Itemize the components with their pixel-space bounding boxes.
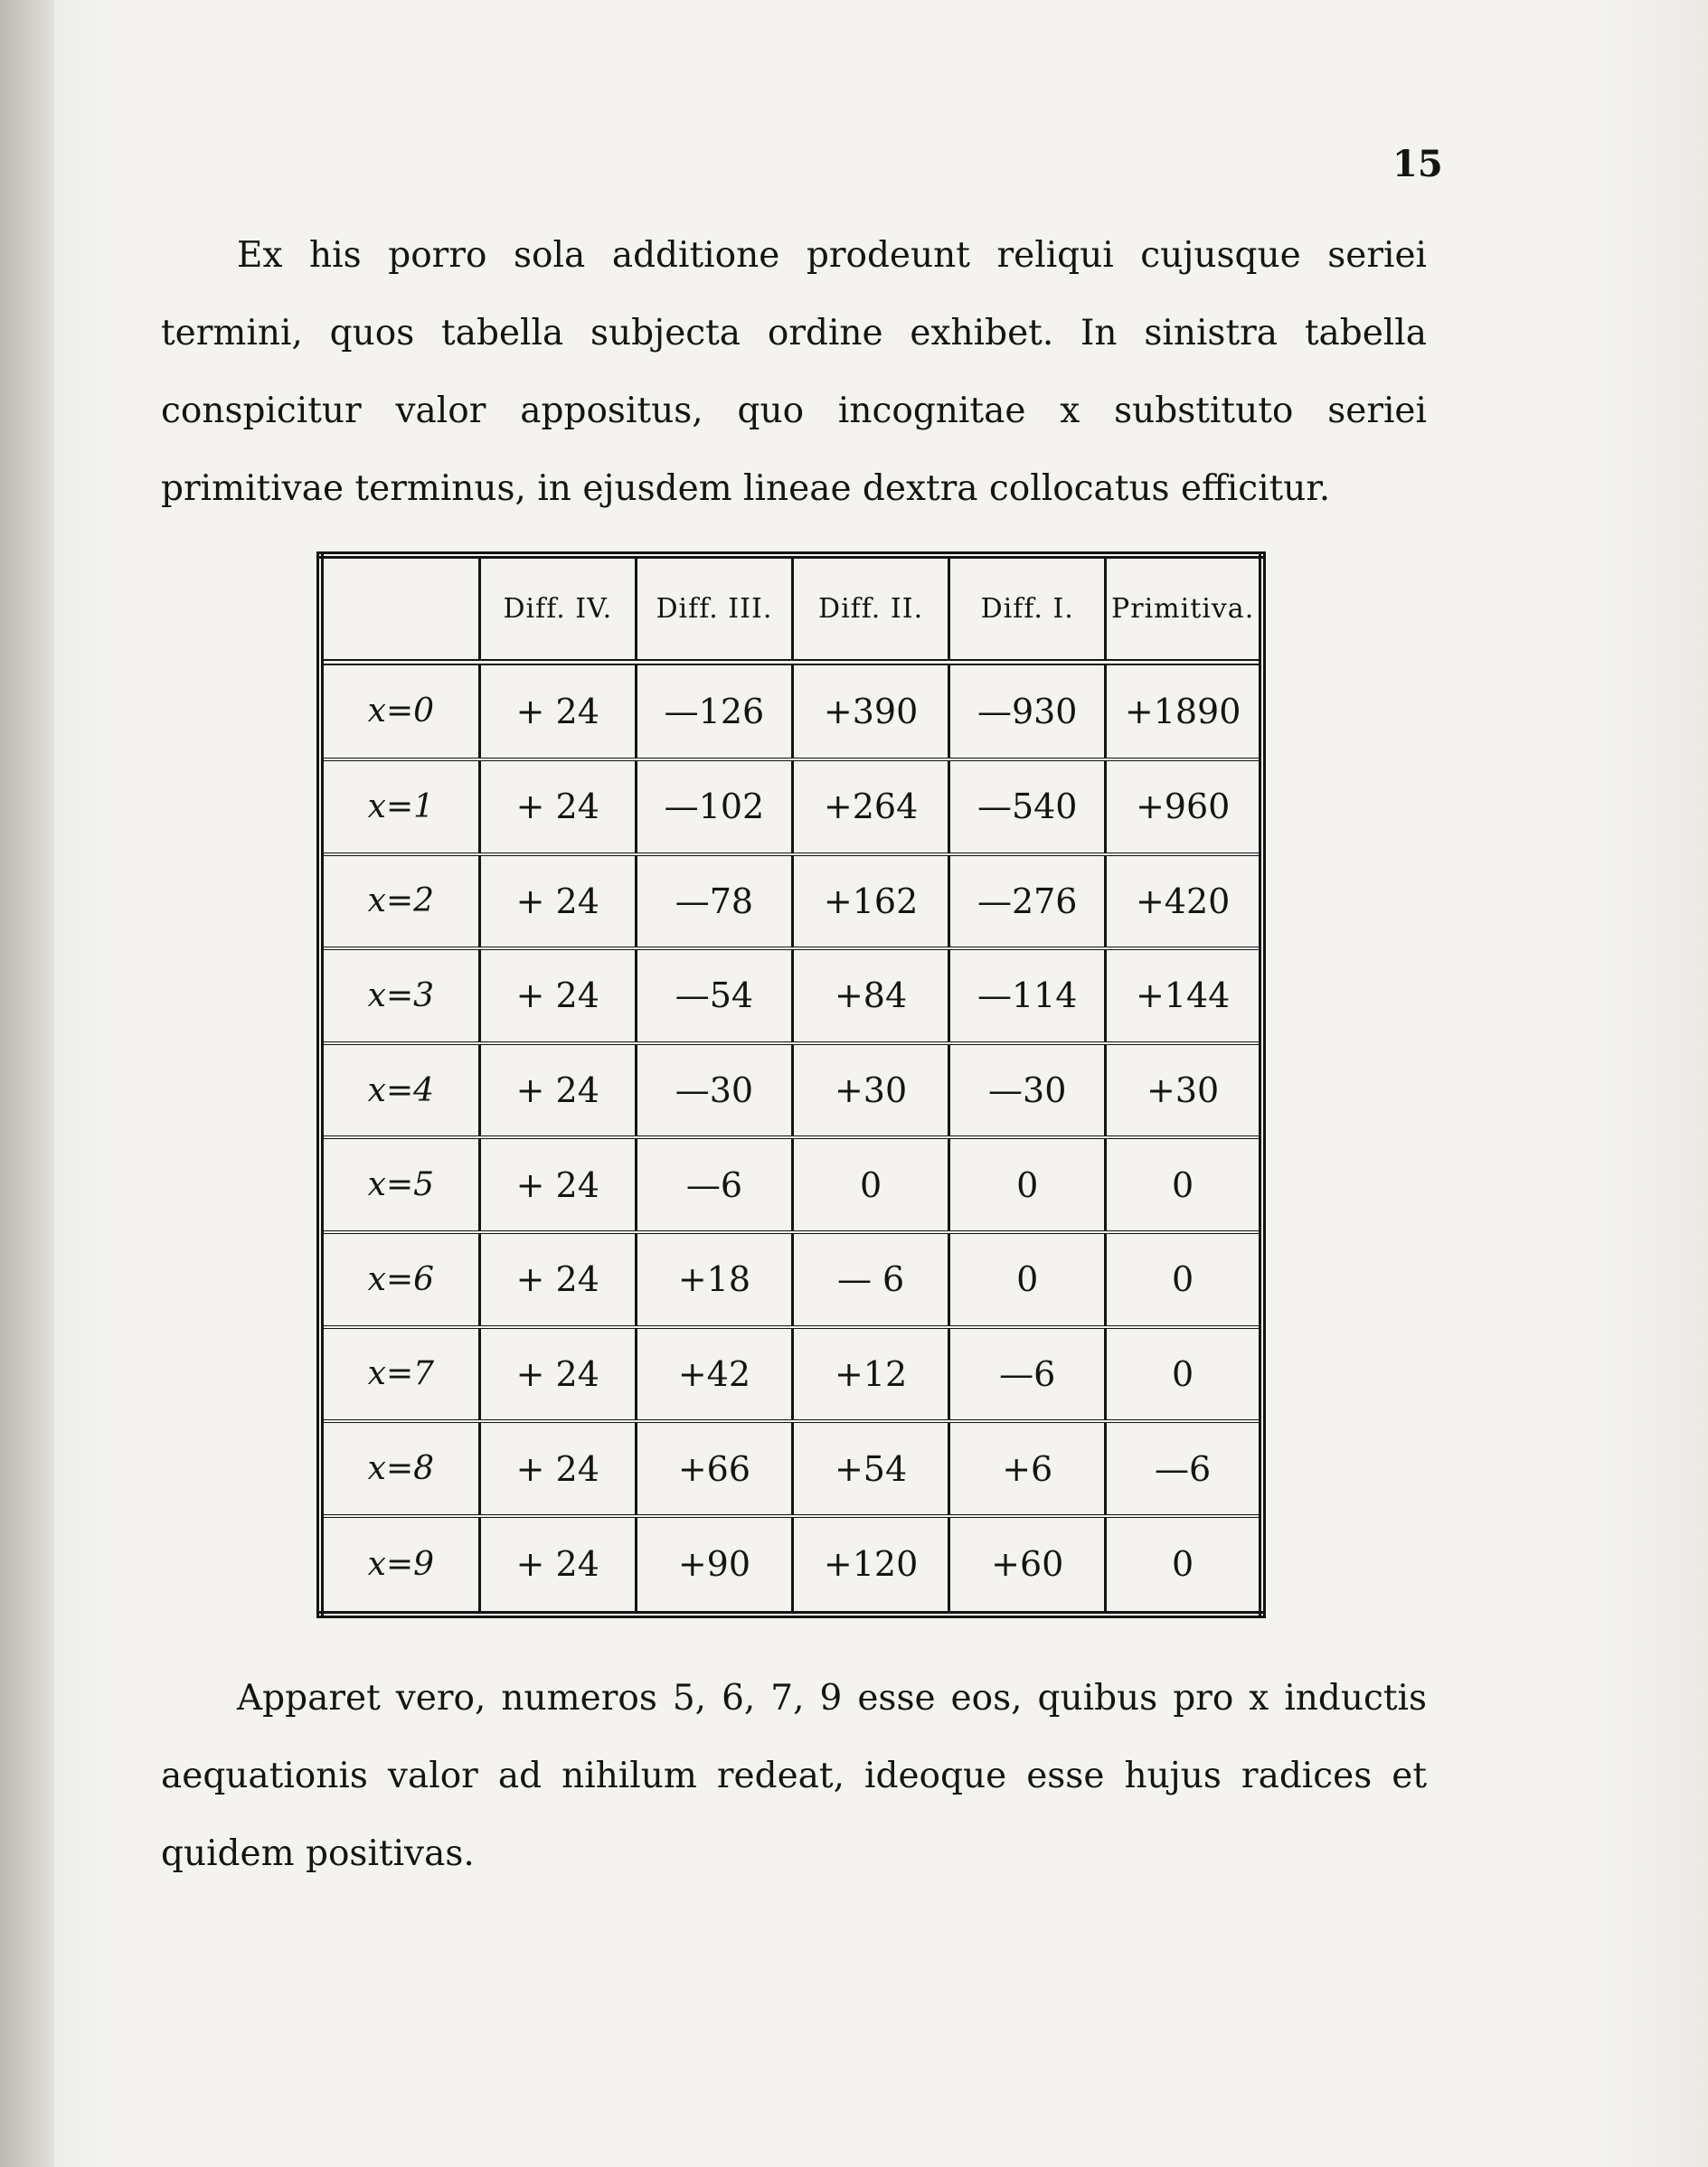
- difference-table: [316, 551, 1266, 1618]
- primitiva-cell: +144: [1106, 948, 1262, 1043]
- page-binding-shadow: [0, 0, 54, 2167]
- x-value-cell: x=7: [320, 1327, 479, 1422]
- diff-ii-cell: +12: [793, 1327, 949, 1422]
- diff-iii-cell: —54: [636, 948, 792, 1043]
- diff-iv-cell: + 24: [479, 1232, 636, 1327]
- paragraph-conclusion: [161, 1660, 1427, 1893]
- header-diff-iv: Diff. IV.: [479, 555, 636, 662]
- diff-ii-cell: +264: [793, 759, 949, 854]
- diff-iii-cell: +42: [636, 1327, 792, 1422]
- diff-ii-cell: +54: [793, 1421, 949, 1516]
- diff-iv-cell: + 24: [479, 662, 636, 759]
- diff-iv-cell: + 24: [479, 759, 636, 854]
- paragraph-intro-text: Ex his porro sola additione prodeunt reliqui cujusque seriei termini, quos tabella subjecta ordine exhibet. In sinistra tabella conspicitur valor appositus, quo incognitae x substituto seriei primitivae terminus, in ejusdem lineae dextra collocatus efficitur.: [161, 235, 1427, 509]
- table-row: [320, 1043, 1262, 1138]
- primitiva-cell: 0: [1106, 1137, 1262, 1232]
- diff-i-cell: —114: [949, 948, 1106, 1043]
- table-row: [320, 662, 1262, 759]
- diff-i-cell: —540: [949, 759, 1106, 854]
- diff-iv-cell: + 24: [479, 1327, 636, 1422]
- primitiva-cell: +1890: [1106, 662, 1262, 759]
- primitiva-cell: 0: [1106, 1516, 1262, 1615]
- diff-i-cell: 0: [949, 1232, 1106, 1327]
- table-header-row: [320, 555, 1262, 662]
- diff-iv-cell: + 24: [479, 1421, 636, 1516]
- primitiva-cell: +420: [1106, 854, 1262, 949]
- diff-iii-cell: +18: [636, 1232, 792, 1327]
- table-row: [320, 759, 1262, 854]
- x-value-cell: x=3: [320, 948, 479, 1043]
- header-diff-iii: Diff. III.: [636, 555, 792, 662]
- primitiva-cell: —6: [1106, 1421, 1262, 1516]
- paragraph-intro: [161, 217, 1427, 528]
- table-row: [320, 854, 1262, 949]
- header-x: [320, 555, 479, 662]
- x-value-cell: x=2: [320, 854, 479, 949]
- table-row: [320, 1232, 1262, 1327]
- diff-iv-cell: + 24: [479, 854, 636, 949]
- paragraph-conclusion-text: Apparet vero, numeros 5, 6, 7, 9 esse eos, quibus pro x inductis aequationis valor ad nihilum redeat, ideoque esse hujus radices et quidem positivas.: [161, 1678, 1427, 1874]
- diff-ii-cell: 0: [793, 1137, 949, 1232]
- primitiva-cell: 0: [1106, 1327, 1262, 1422]
- diff-i-cell: —930: [949, 662, 1106, 759]
- diff-i-cell: +60: [949, 1516, 1106, 1615]
- x-value-cell: x=4: [320, 1043, 479, 1138]
- table-row: [320, 1327, 1262, 1422]
- diff-iii-cell: —78: [636, 854, 792, 949]
- diff-iv-cell: + 24: [479, 1137, 636, 1232]
- diff-iii-cell: —30: [636, 1043, 792, 1138]
- diff-iv-cell: + 24: [479, 1516, 636, 1615]
- diff-iii-cell: —102: [636, 759, 792, 854]
- x-value-cell: x=1: [320, 759, 479, 854]
- diff-ii-cell: +390: [793, 662, 949, 759]
- table-row: [320, 1516, 1262, 1615]
- diff-i-cell: —276: [949, 854, 1106, 949]
- diff-i-cell: —30: [949, 1043, 1106, 1138]
- diff-iii-cell: —126: [636, 662, 792, 759]
- diff-iv-cell: + 24: [479, 1043, 636, 1138]
- diff-ii-cell: +84: [793, 948, 949, 1043]
- diff-i-cell: —6: [949, 1327, 1106, 1422]
- diff-ii-cell: — 6: [793, 1232, 949, 1327]
- header-diff-i: Diff. I.: [949, 555, 1106, 662]
- table-row: [320, 1421, 1262, 1516]
- diff-i-cell: +6: [949, 1421, 1106, 1516]
- x-value-cell: x=0: [320, 662, 479, 759]
- diff-i-cell: 0: [949, 1137, 1106, 1232]
- primitiva-cell: +960: [1106, 759, 1262, 854]
- x-value-cell: x=8: [320, 1421, 479, 1516]
- x-value-cell: x=9: [367, 1545, 435, 1583]
- diff-iv-cell: + 24: [479, 948, 636, 1043]
- diff-ii-cell: +30: [793, 1043, 949, 1138]
- primitiva-cell: 0: [1106, 1232, 1262, 1327]
- table-row: [320, 1137, 1262, 1232]
- page-number: 15: [1392, 143, 1443, 185]
- header-primitiva: Primitiva.: [1106, 555, 1262, 662]
- diff-ii-cell: +120: [793, 1516, 949, 1615]
- primitiva-cell: +30: [1106, 1043, 1262, 1138]
- x-value-cell: x=5: [320, 1137, 479, 1232]
- diff-iii-cell: +66: [636, 1421, 792, 1516]
- header-diff-ii: Diff. II.: [793, 555, 949, 662]
- x-value-cell: x=6: [320, 1232, 479, 1327]
- table-row: [320, 948, 1262, 1043]
- diff-iii-cell: +90: [636, 1516, 792, 1615]
- diff-ii-cell: +162: [793, 854, 949, 949]
- diff-iii-cell: —6: [636, 1137, 792, 1232]
